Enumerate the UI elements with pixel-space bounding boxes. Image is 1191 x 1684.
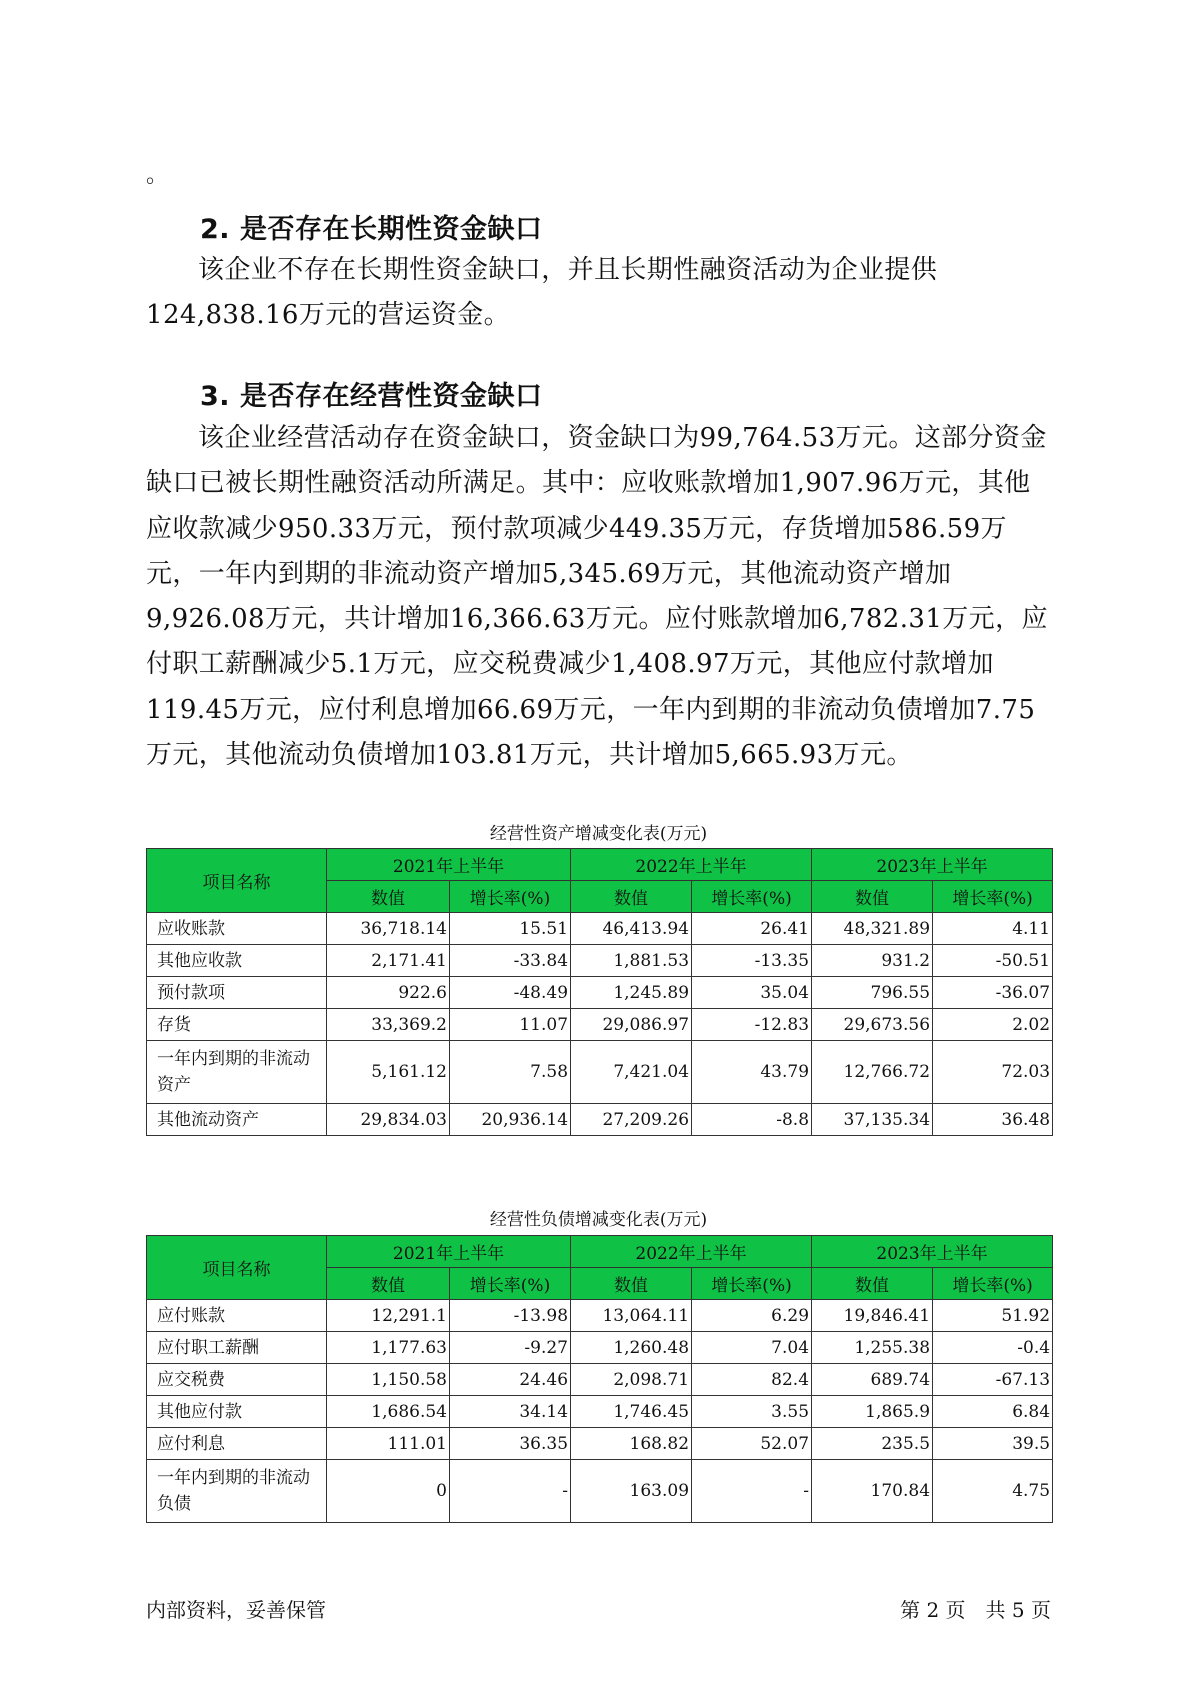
header-growth: 增长率(%) [692, 1268, 812, 1300]
value-2021: 1,686.54 [327, 1396, 450, 1428]
row-name: 其他流动资产 [147, 1104, 327, 1136]
growth-2022: 6.29 [692, 1300, 812, 1332]
asset-table [146, 848, 1053, 1136]
section-2-heading: 2. 是否存在长期性资金缺口 [200, 214, 543, 245]
value-2023: 170.84 [812, 1460, 933, 1523]
header-value: 数值 [571, 1268, 692, 1300]
value-2022: 46,413.94 [571, 913, 692, 945]
value-2021: 12,291.1 [327, 1300, 450, 1332]
table-row [147, 1300, 1053, 1332]
value-2021: 1,150.58 [327, 1364, 450, 1396]
growth-2021: 24.46 [450, 1364, 571, 1396]
row-name: 应付职工薪酬 [147, 1332, 327, 1364]
value-2022: 163.09 [571, 1460, 692, 1523]
growth-2022: 3.55 [692, 1396, 812, 1428]
growth-2021: 36.35 [450, 1428, 571, 1460]
header-period-2021: 2021年上半年 [327, 1236, 571, 1268]
value-2023: 29,673.56 [812, 1009, 933, 1041]
value-2022: 27,209.26 [571, 1104, 692, 1136]
footer-confidential-note: 内部资料，妥善保管 [146, 1598, 326, 1622]
growth-2023: 4.11 [933, 913, 1053, 945]
table-row [147, 945, 1053, 977]
growth-2021: -9.27 [450, 1332, 571, 1364]
value-2021: 33,369.2 [327, 1009, 450, 1041]
value-2023: 235.5 [812, 1428, 933, 1460]
table-row [147, 1332, 1053, 1364]
header-value: 数值 [571, 881, 692, 913]
asset-table-caption: 经营性资产增减变化表(万元) [489, 824, 708, 844]
growth-2022: 52.07 [692, 1428, 812, 1460]
value-2023: 689.74 [812, 1364, 933, 1396]
value-2022: 1,746.45 [571, 1396, 692, 1428]
value-2023: 1,255.38 [812, 1332, 933, 1364]
header-period-2022: 2022年上半年 [571, 1236, 812, 1268]
value-2023: 37,135.34 [812, 1104, 933, 1136]
value-2023: 19,846.41 [812, 1300, 933, 1332]
value-2021: 29,834.03 [327, 1104, 450, 1136]
growth-2021: - [450, 1460, 571, 1523]
value-2022: 1,881.53 [571, 945, 692, 977]
row-name: 一年内到期的非流动负债 [147, 1460, 327, 1523]
value-2023: 796.55 [812, 977, 933, 1009]
header-growth: 增长率(%) [933, 881, 1053, 913]
header-item-name: 项目名称 [147, 849, 327, 913]
growth-2023: 72.03 [933, 1041, 1053, 1104]
value-2022: 2,098.71 [571, 1364, 692, 1396]
growth-2023: 2.02 [933, 1009, 1053, 1041]
value-2022: 168.82 [571, 1428, 692, 1460]
value-2023: 48,321.89 [812, 913, 933, 945]
header-item-name: 项目名称 [147, 1236, 327, 1300]
growth-2021: 7.58 [450, 1041, 571, 1104]
growth-2022: -13.35 [692, 945, 812, 977]
growth-2023: -0.4 [933, 1332, 1053, 1364]
value-2022: 1,245.89 [571, 977, 692, 1009]
growth-2021: 34.14 [450, 1396, 571, 1428]
growth-2022: -12.83 [692, 1009, 812, 1041]
header-value: 数值 [812, 1268, 933, 1300]
header-period-2023: 2023年上半年 [812, 849, 1053, 881]
growth-2022: -8.8 [692, 1104, 812, 1136]
growth-2021: 15.51 [450, 913, 571, 945]
growth-2022: 43.79 [692, 1041, 812, 1104]
growth-2022: 82.4 [692, 1364, 812, 1396]
row-name: 预付款项 [147, 977, 327, 1009]
growth-2022: 7.04 [692, 1332, 812, 1364]
section-3-body: 该企业经营活动存在资金缺口，资金缺口为99,764.53万元。这部分资金缺口已被长期性融资活动所满足。其中：应收账款增加1,907.96万元，其他应收款减少950.33万元，预付款项减少449.35万元，存货增加586.59万元，一年内到期的非流动资产增加5,345.69万元，其他流动资产增加9,926.08万元，共计增加16,366.63万元。应付账款增加6,782.31万元，应付职工薪酬减少5.1万元，应交税费减少1,408.97万元，其他应付款增加119.45万元，应付利息增加66.69万元，一年内到期的非流动负债增加7.75万元，其他流动负债增加103.81万元，共计增加5,665.93万元。 [146, 423, 1048, 771]
growth-2023: 6.84 [933, 1396, 1053, 1428]
header-growth: 增长率(%) [933, 1268, 1053, 1300]
table-row [147, 1460, 1053, 1523]
value-2021: 5,161.12 [327, 1041, 450, 1104]
growth-2023: 4.75 [933, 1460, 1053, 1523]
growth-2021: -13.98 [450, 1300, 571, 1332]
footer-page-number: 第 2 页 共 5 页 [900, 1598, 1051, 1622]
growth-2023: 51.92 [933, 1300, 1053, 1332]
value-2022: 1,260.48 [571, 1332, 692, 1364]
table-row [147, 1041, 1053, 1104]
growth-2023: -50.51 [933, 945, 1053, 977]
table-row [147, 1104, 1053, 1136]
growth-2021: -33.84 [450, 945, 571, 977]
row-name: 应收账款 [147, 913, 327, 945]
table-row [147, 1364, 1053, 1396]
row-name: 其他应付款 [147, 1396, 327, 1428]
growth-2021: -48.49 [450, 977, 571, 1009]
growth-2022: 35.04 [692, 977, 812, 1009]
growth-2021: 20,936.14 [450, 1104, 571, 1136]
header-period-2023: 2023年上半年 [812, 1236, 1053, 1268]
value-2021: 2,171.41 [327, 945, 450, 977]
section-3-heading: 3. 是否存在经营性资金缺口 [200, 381, 543, 412]
row-name: 应付账款 [147, 1300, 327, 1332]
header-growth: 增长率(%) [692, 881, 812, 913]
stray-punctuation: 。 [146, 163, 169, 188]
liability-table-caption: 经营性负债增减变化表(万元) [489, 1210, 708, 1230]
value-2021: 922.6 [327, 977, 450, 1009]
table-row [147, 1396, 1053, 1428]
value-2022: 7,421.04 [571, 1041, 692, 1104]
value-2022: 29,086.97 [571, 1009, 692, 1041]
growth-2023: -67.13 [933, 1364, 1053, 1396]
growth-2023: -36.07 [933, 977, 1053, 1009]
growth-2022: 26.41 [692, 913, 812, 945]
header-value: 数值 [812, 881, 933, 913]
value-2021: 0 [327, 1460, 450, 1523]
table-row [147, 1428, 1053, 1460]
header-period-2022: 2022年上半年 [571, 849, 812, 881]
header-growth: 增长率(%) [450, 881, 571, 913]
row-name: 存货 [147, 1009, 327, 1041]
growth-2023: 39.5 [933, 1428, 1053, 1460]
row-name: 一年内到期的非流动资产 [147, 1041, 327, 1104]
row-name: 应付利息 [147, 1428, 327, 1460]
value-2023: 12,766.72 [812, 1041, 933, 1104]
table-row [147, 977, 1053, 1009]
header-value: 数值 [327, 1268, 450, 1300]
value-2021: 111.01 [327, 1428, 450, 1460]
growth-2023: 36.48 [933, 1104, 1053, 1136]
header-value: 数值 [327, 881, 450, 913]
value-2021: 1,177.63 [327, 1332, 450, 1364]
section-2-body: 该企业不存在长期性资金缺口，并且长期性融资活动为企业提供124,838.16万元的营运资金。 [146, 255, 938, 331]
liability-table [146, 1235, 1053, 1523]
value-2023: 931.2 [812, 945, 933, 977]
growth-2022: - [692, 1460, 812, 1523]
header-period-2021: 2021年上半年 [327, 849, 571, 881]
table-row [147, 913, 1053, 945]
value-2023: 1,865.9 [812, 1396, 933, 1428]
growth-2021: 11.07 [450, 1009, 571, 1041]
value-2022: 13,064.11 [571, 1300, 692, 1332]
row-name: 应交税费 [147, 1364, 327, 1396]
row-name: 其他应收款 [147, 945, 327, 977]
header-growth: 增长率(%) [450, 1268, 571, 1300]
table-row [147, 1009, 1053, 1041]
value-2021: 36,718.14 [327, 913, 450, 945]
